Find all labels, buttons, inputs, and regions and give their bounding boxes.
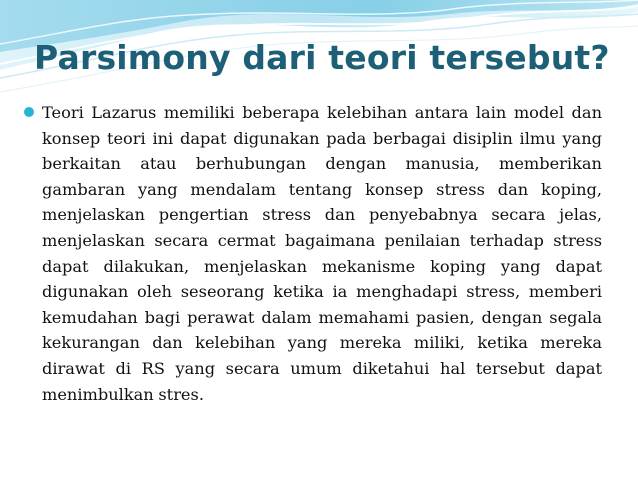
bullet-list (22, 100, 602, 407)
slide-title: Parsimony dari teori tersebut? (34, 38, 610, 77)
bullet-dot-icon (24, 107, 34, 117)
bullet-text: Teori Lazarus memiliki beberapa kelebihan antara lain model dan konsep teori ini dapat digunakan pada berbagai disiplin ilmu yang berkaitan atau berhubungan dengan manusia, memberikan gambaran yang mendalam tentang konsep stress dan koping, menjelaskan pengertian stress dan penyebabnya secara jelas, menjelaskan secara cermat bagaimana penilaian terhadap stress dapat dilakukan, menjelaskan mekanisme koping yang dapat digunakan oleh seseorang ketika ia menghadapi stress, memberi kemudahan bagi perawat dalam memahami pasien, dengan segala kekurangan dan kelebihan yang mereka miliki, ketika mereka dirawat di RS yang secara umum diketahui hal tersebut dapat menimbulkan stres. (42, 103, 602, 404)
bullet-item (22, 100, 602, 407)
